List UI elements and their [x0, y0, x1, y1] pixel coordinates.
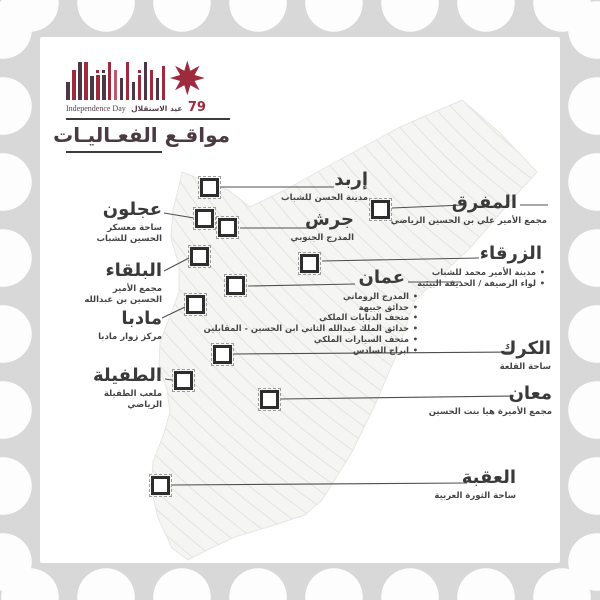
venue-item: • المدرج الروماني	[204, 291, 418, 302]
venue-label: مركز زوار مادبا	[98, 331, 162, 342]
map-marker-irbid	[200, 178, 219, 197]
venue-label: الحسين للشباب	[96, 233, 162, 244]
map-marker-jerash	[218, 218, 237, 237]
location-jerash	[290, 211, 354, 244]
venue-label: مجمع الأمير	[112, 283, 162, 294]
map-marker-tafilah	[174, 371, 193, 390]
location-zarqa	[417, 245, 545, 288]
location-madaba	[98, 310, 162, 343]
location-aqaba	[434, 469, 516, 502]
page-title: مواقـع الفعـاليـات	[53, 123, 230, 147]
venue-item: • لواء الرصيفة / الحديقة البيئية	[417, 278, 545, 289]
location-name: العقبة	[461, 467, 516, 488]
map-marker-maan	[260, 390, 279, 409]
venue-item: • ابراج السادس	[204, 345, 418, 356]
map-marker-balqa	[190, 247, 209, 266]
location-name: الطفيلة	[92, 365, 162, 386]
location-name: جرش	[304, 209, 354, 230]
venue-item: • حدائق جبيهة	[204, 302, 418, 313]
venue-item: • حدائق الملك عبدالله الثاني ابن الحسين - المقابلين	[204, 323, 418, 334]
location-karak	[500, 340, 551, 373]
star-icon	[169, 56, 206, 100]
location-ajloun	[97, 201, 162, 245]
map-marker-aqaba	[151, 476, 170, 495]
location-name: معان	[508, 383, 552, 404]
venue-item: • مدينة الأمير محمد للشباب	[417, 267, 545, 278]
map-marker-ajloun	[195, 209, 214, 228]
location-name: المفرق	[451, 192, 517, 213]
venue-label: ساحة القلعة	[499, 361, 551, 372]
location-irbid	[281, 171, 368, 204]
location-amman	[204, 269, 418, 356]
location-name: الكرك	[499, 338, 551, 359]
independence-day-logo	[66, 56, 206, 113]
location-tafilah	[93, 367, 162, 411]
location-name: مادبا	[121, 308, 162, 329]
location-balqa	[84, 262, 162, 306]
venue-list	[204, 291, 418, 356]
title-divider-top	[66, 118, 230, 120]
venue-item: • متحف الدبابات الملكي	[204, 312, 418, 323]
venue-label: ساحة معسكر	[107, 222, 162, 233]
logo-bars-icon	[66, 58, 165, 100]
location-name: عجلون	[102, 199, 162, 220]
eid-alistiqlal-label: عيد الاستقلال	[131, 104, 183, 113]
venue-item: • متحف السيارات الملكي	[204, 334, 418, 345]
venue-label: المدرج الجنوبي	[290, 232, 354, 243]
location-name: إربد	[334, 169, 368, 190]
venue-label: الرياضي	[127, 399, 162, 410]
location-maan	[429, 385, 552, 418]
number-79: 79	[187, 100, 206, 115]
venue-label: الحسين بن عبدالله	[84, 294, 162, 305]
location-name: البلقاء	[105, 260, 162, 281]
location-mafraq	[391, 194, 547, 227]
map-marker-madaba	[186, 295, 205, 314]
venue-label: مدينة الحسن للشباب	[281, 192, 368, 203]
title-divider-bottom	[66, 151, 162, 153]
venue-label: ساحة الثورة العربية	[434, 490, 516, 501]
location-name: الزرقاء	[479, 243, 542, 264]
venue-label: مجمع الأميرة هيا بنت الحسين	[428, 406, 552, 417]
map-marker-mafraq	[371, 200, 390, 219]
venue-label: ملعب الطفيلة	[103, 388, 162, 399]
location-name: عمان	[358, 267, 405, 288]
venue-label: مجمع الأمير علي بن الحسين الرياضي	[390, 215, 547, 226]
independence-day-label: Independence Day	[66, 104, 126, 113]
venue-list	[417, 267, 545, 289]
